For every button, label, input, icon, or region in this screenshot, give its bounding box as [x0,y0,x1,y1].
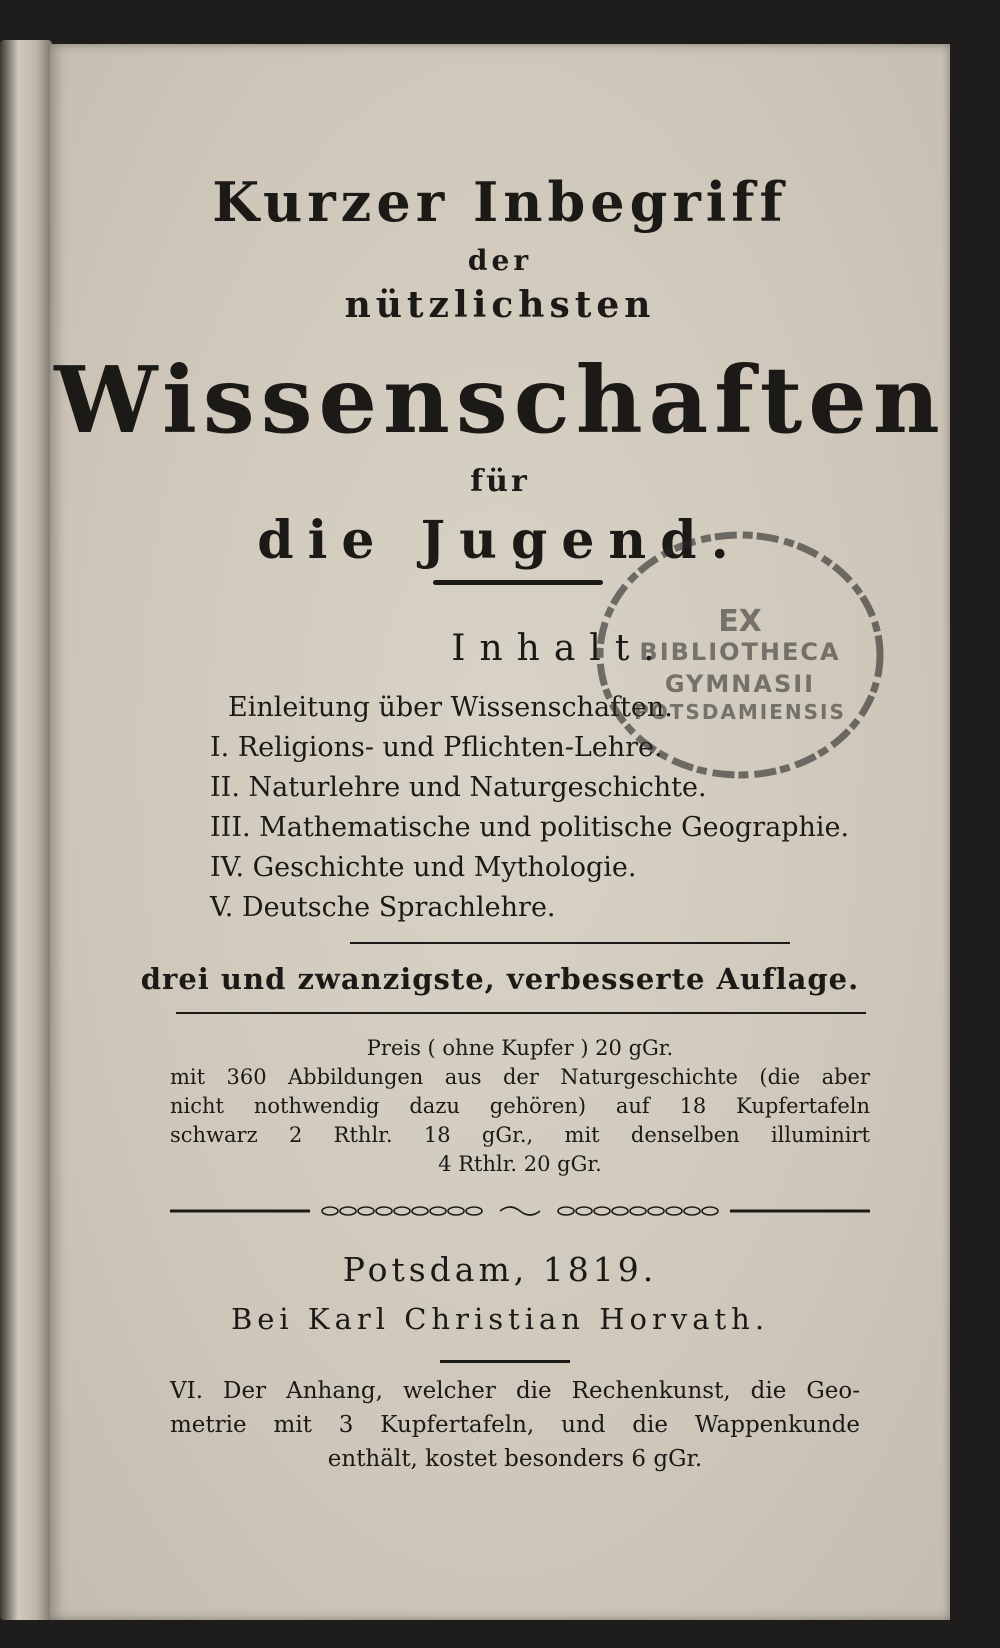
contents-intro: Einleitung über Wissenschaften. [228,692,673,723]
appendix-line: metrie mit 3 Kupfertafeln, und die Wappenkunde [170,1412,860,1438]
price-line: mit 360 Abbildungen aus der Naturgeschichte (die aber [170,1065,870,1089]
appendix-note [170,1374,860,1476]
place-and-year: Potsdam, 1819. [342,1250,658,1289]
title-page [50,44,950,1620]
stamp-text: GYMNASII [664,670,816,698]
stamp-text: BIBLIOTHECA [639,638,841,666]
contents-item: I. Religions- und Pflichten-Lehre. [210,732,663,763]
appendix-line: enthält, kostet besonders 6 gGr. [327,1446,703,1472]
stamp-text: EX [718,604,762,639]
price-line: nicht nothwendig dazu gehören) auf 18 Kupfertafeln [170,1094,870,1118]
publisher: Bei Karl Christian Horvath. [230,1302,770,1336]
stamp-text: POTSDAMIENSIS [634,700,846,724]
title-line-5: für [470,464,530,499]
title-line-6: die Jugend. [257,510,743,571]
contents-item: IV. Geschichte und Mythologie. [210,852,637,883]
price-line: schwarz 2 Rthlr. 18 gGr., mit denselben illuminirt [170,1123,870,1147]
contents-heading: Inhalt. [451,628,669,669]
book-spine-edge [0,40,52,1620]
divider-rule [440,1360,570,1363]
contents-item: V. Deutsche Sprachlehre. [210,892,556,923]
edition-statement: drei und zwanzigste, verbesserte Auflage. [140,962,860,996]
price-note [170,1034,870,1179]
title-line-2: der [467,244,533,277]
price-line: Preis ( ohne Kupfer ) 20 gGr. [366,1036,674,1060]
divider-rule [433,580,603,585]
contents-item: III. Mathematische und politische Geographie. [210,812,850,843]
contents-list [210,688,849,928]
title-main-word: Wissenschaften [54,346,946,454]
divider-rule [350,942,790,944]
appendix-line: VI. Der Anhang, welcher die Rechenkunst, die Geo- [170,1378,860,1404]
contents-item: II. Naturlehre und Naturgeschichte. [210,772,707,803]
divider-rule [176,1012,866,1014]
ornamental-rule [170,1204,870,1218]
title-line-1: Kurzer Inbegriff [212,170,788,234]
title-line-3: nützlichsten [344,284,656,326]
price-line: 4 Rthlr. 20 gGr. [438,1152,602,1176]
